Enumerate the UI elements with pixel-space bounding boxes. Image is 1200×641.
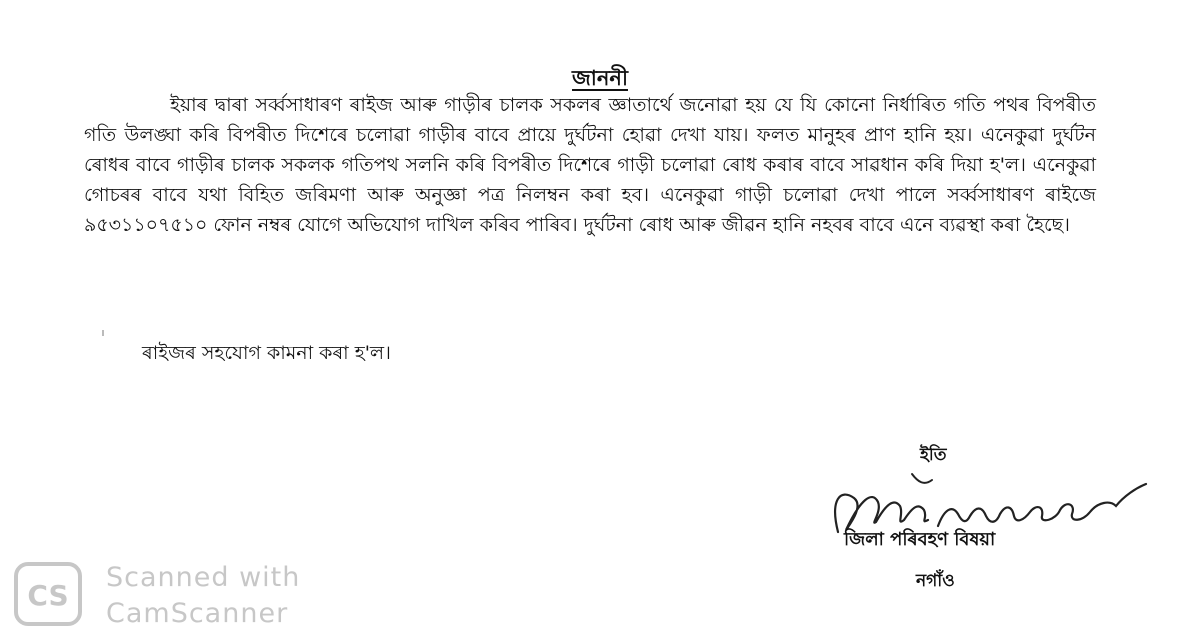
notice-title: জাননী xyxy=(572,66,628,90)
watermark-line-2: CamScanner xyxy=(106,598,289,629)
watermark-text xyxy=(106,560,300,632)
camscanner-logo-text: CS xyxy=(27,579,69,612)
signature-place: নগাঁও xyxy=(916,571,955,591)
signature-block xyxy=(820,440,1150,600)
signature-office: জিলা পৰিবহণ বিষয়া xyxy=(844,529,996,550)
notice-closing: ৰাইজৰ সহযোগ কামনা কৰা হ'ল। xyxy=(142,342,391,364)
notice-body: ইয়াৰ দ্বাৰা সৰ্ব্বসাধাৰণ ৰাইজ আৰু গাড়ীৰ চালক সকলৰ জ্ঞাতাৰ্থে জনোৱা হয় যে যি কোনো নিৰ্ধাৰিত গতি পথৰ বিপৰীত গতি উলঙ্ঘা কৰি বিপৰীত দিশেৰে চলোৱা গাড়ীৰ বাবে প্ৰায়ে দুৰ্ঘটনা হোৱা দেখা যায়। ফলত মানুহৰ প্ৰাণ হানি হয়। এনেকুৱা দুৰ্ঘটন ৰোধৰ বাবে গাড়ীৰ চালক সকলক গতিপথ সলনি কৰি বিপৰীত দিশেৰে গাড়ী চলোৱা ৰোধ কৰাৰ বাবে সাৱধান কৰি দিয়া হ'ল। এনেকুৱা গোচৰৰ বাবে যথা বিহিত জৰিমণা আৰু অনুজ্ঞা পত্ৰ নিলম্বন কৰা হব। এনেকুৱা গাড়ী চলোৱা দেখা পালে সৰ্ব্বসাধাৰণ ৰাইজে ৯৫৩১১০৭৫১০ ফোন নম্বৰ যোগে অভিযোগ দাখিল কৰিব পাৰিব। দুৰ্ঘটনা ৰোধ আৰু জীৱন হানি নহবৰ বাবে এনে ব্যৱস্থা কৰা হৈছে। xyxy=(84,94,1096,236)
signature-iti: ইতি xyxy=(920,445,947,465)
watermark-line-1: Scanned with xyxy=(106,562,301,593)
camscanner-watermark xyxy=(14,556,314,634)
camscanner-logo-icon xyxy=(14,562,82,626)
scan-speck xyxy=(102,330,104,336)
